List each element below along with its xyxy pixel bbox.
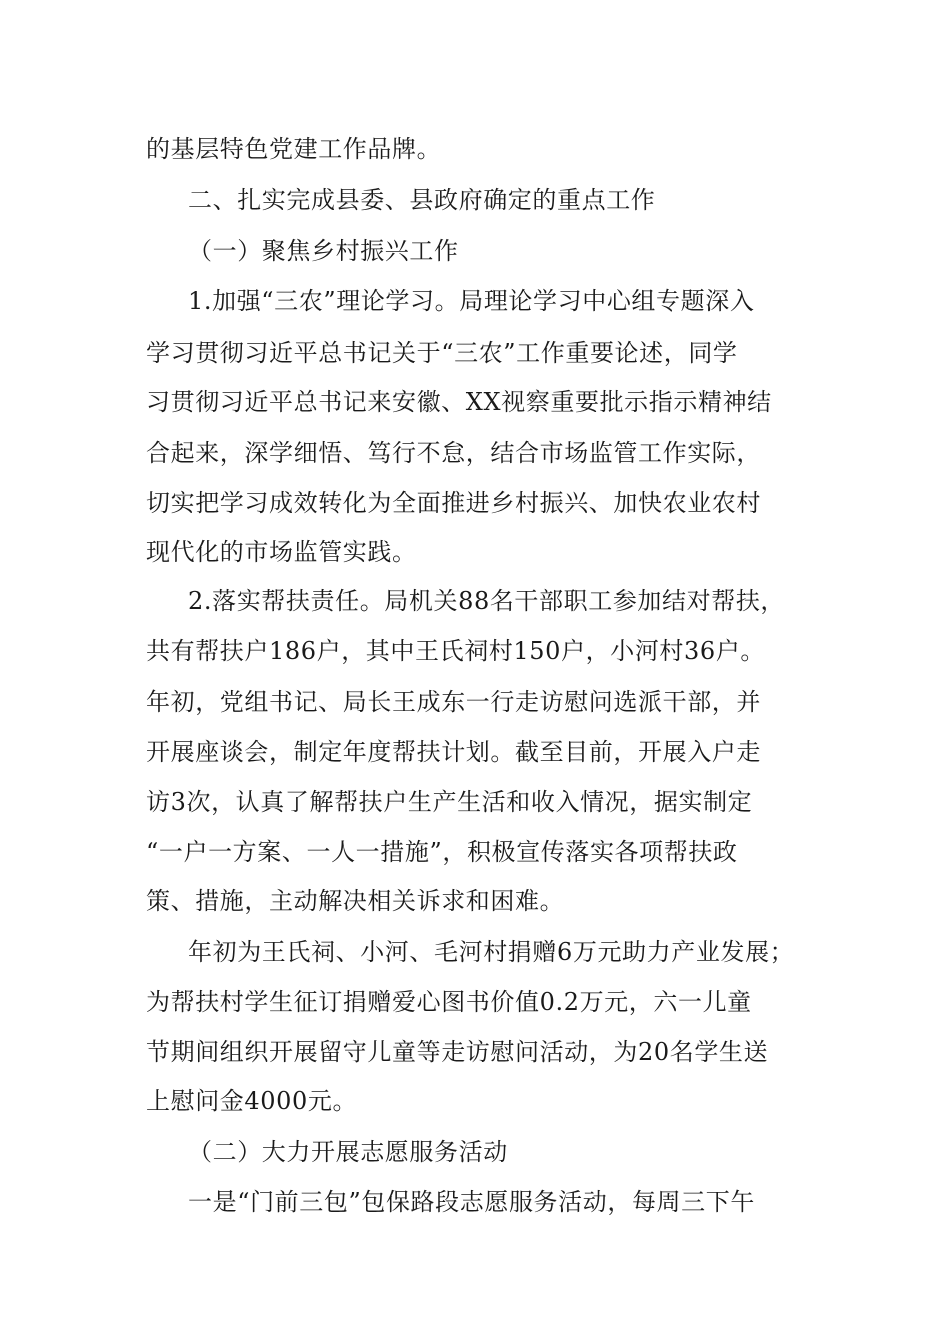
text-line: 访3次，认真了解帮扶户生产生活和收入情况，据实制定	[146, 788, 753, 816]
text-line: 为帮扶村学生征订捐赠爱心图书价值0.2万元，六一儿童	[146, 988, 752, 1016]
text-line: 的基层特色党建工作品牌。	[146, 135, 442, 163]
text-line: 策、措施，主动解决相关诉求和困难。	[146, 887, 565, 915]
paragraph-first-line: 年初为王氏祠、小河、毛河村捐赠6万元助力产业发展；	[188, 938, 795, 966]
paragraph-first-line: 1.加强“三农”理论学习。局理论学习中心组专题深入	[188, 287, 755, 315]
section-heading: 二、扎实完成县委、县政府确定的重点工作	[188, 186, 656, 214]
text-line: 开展座谈会，制定年度帮扶计划。截至目前，开展入户走	[146, 738, 761, 766]
text-line: 节期间组织开展留守儿童等走访慰问活动，为20名学生送	[146, 1038, 769, 1066]
text-line: 学习贯彻习近平总书记关于“三农”工作重要论述，同学	[146, 339, 738, 367]
text-line: 合起来，深学细悟、笃行不怠，结合市场监管工作实际，	[146, 439, 761, 467]
text-line: 年初，党组书记、局长王成东一行走访慰问选派干部，并	[146, 688, 761, 716]
text-line: 切实把学习成效转化为全面推进乡村振兴、加快农业农村	[146, 489, 761, 517]
text-line: 上慰问金4000元。	[146, 1087, 358, 1115]
paragraph-first-line: 一是“门前三包”包保路段志愿服务活动，每周三下午	[188, 1188, 755, 1216]
text-line: 共有帮扶户186户，其中王氏祠村150户，小河村36户。	[146, 637, 765, 665]
subsection-heading: （二）大力开展志愿服务活动	[188, 1138, 508, 1166]
text-line: 习贯彻习近平总书记来安徽、XX视察重要批示指示精神结	[146, 388, 772, 416]
paragraph-first-line: 2.落实帮扶责任。局机关88名干部职工参加结对帮扶，	[188, 587, 786, 615]
text-line: 现代化的市场监管实践。	[146, 538, 417, 566]
text-line: “一户一方案、一人一措施”，积极宣传落实各项帮扶政	[146, 838, 738, 866]
subsection-heading: （一）聚焦乡村振兴工作	[188, 237, 459, 265]
